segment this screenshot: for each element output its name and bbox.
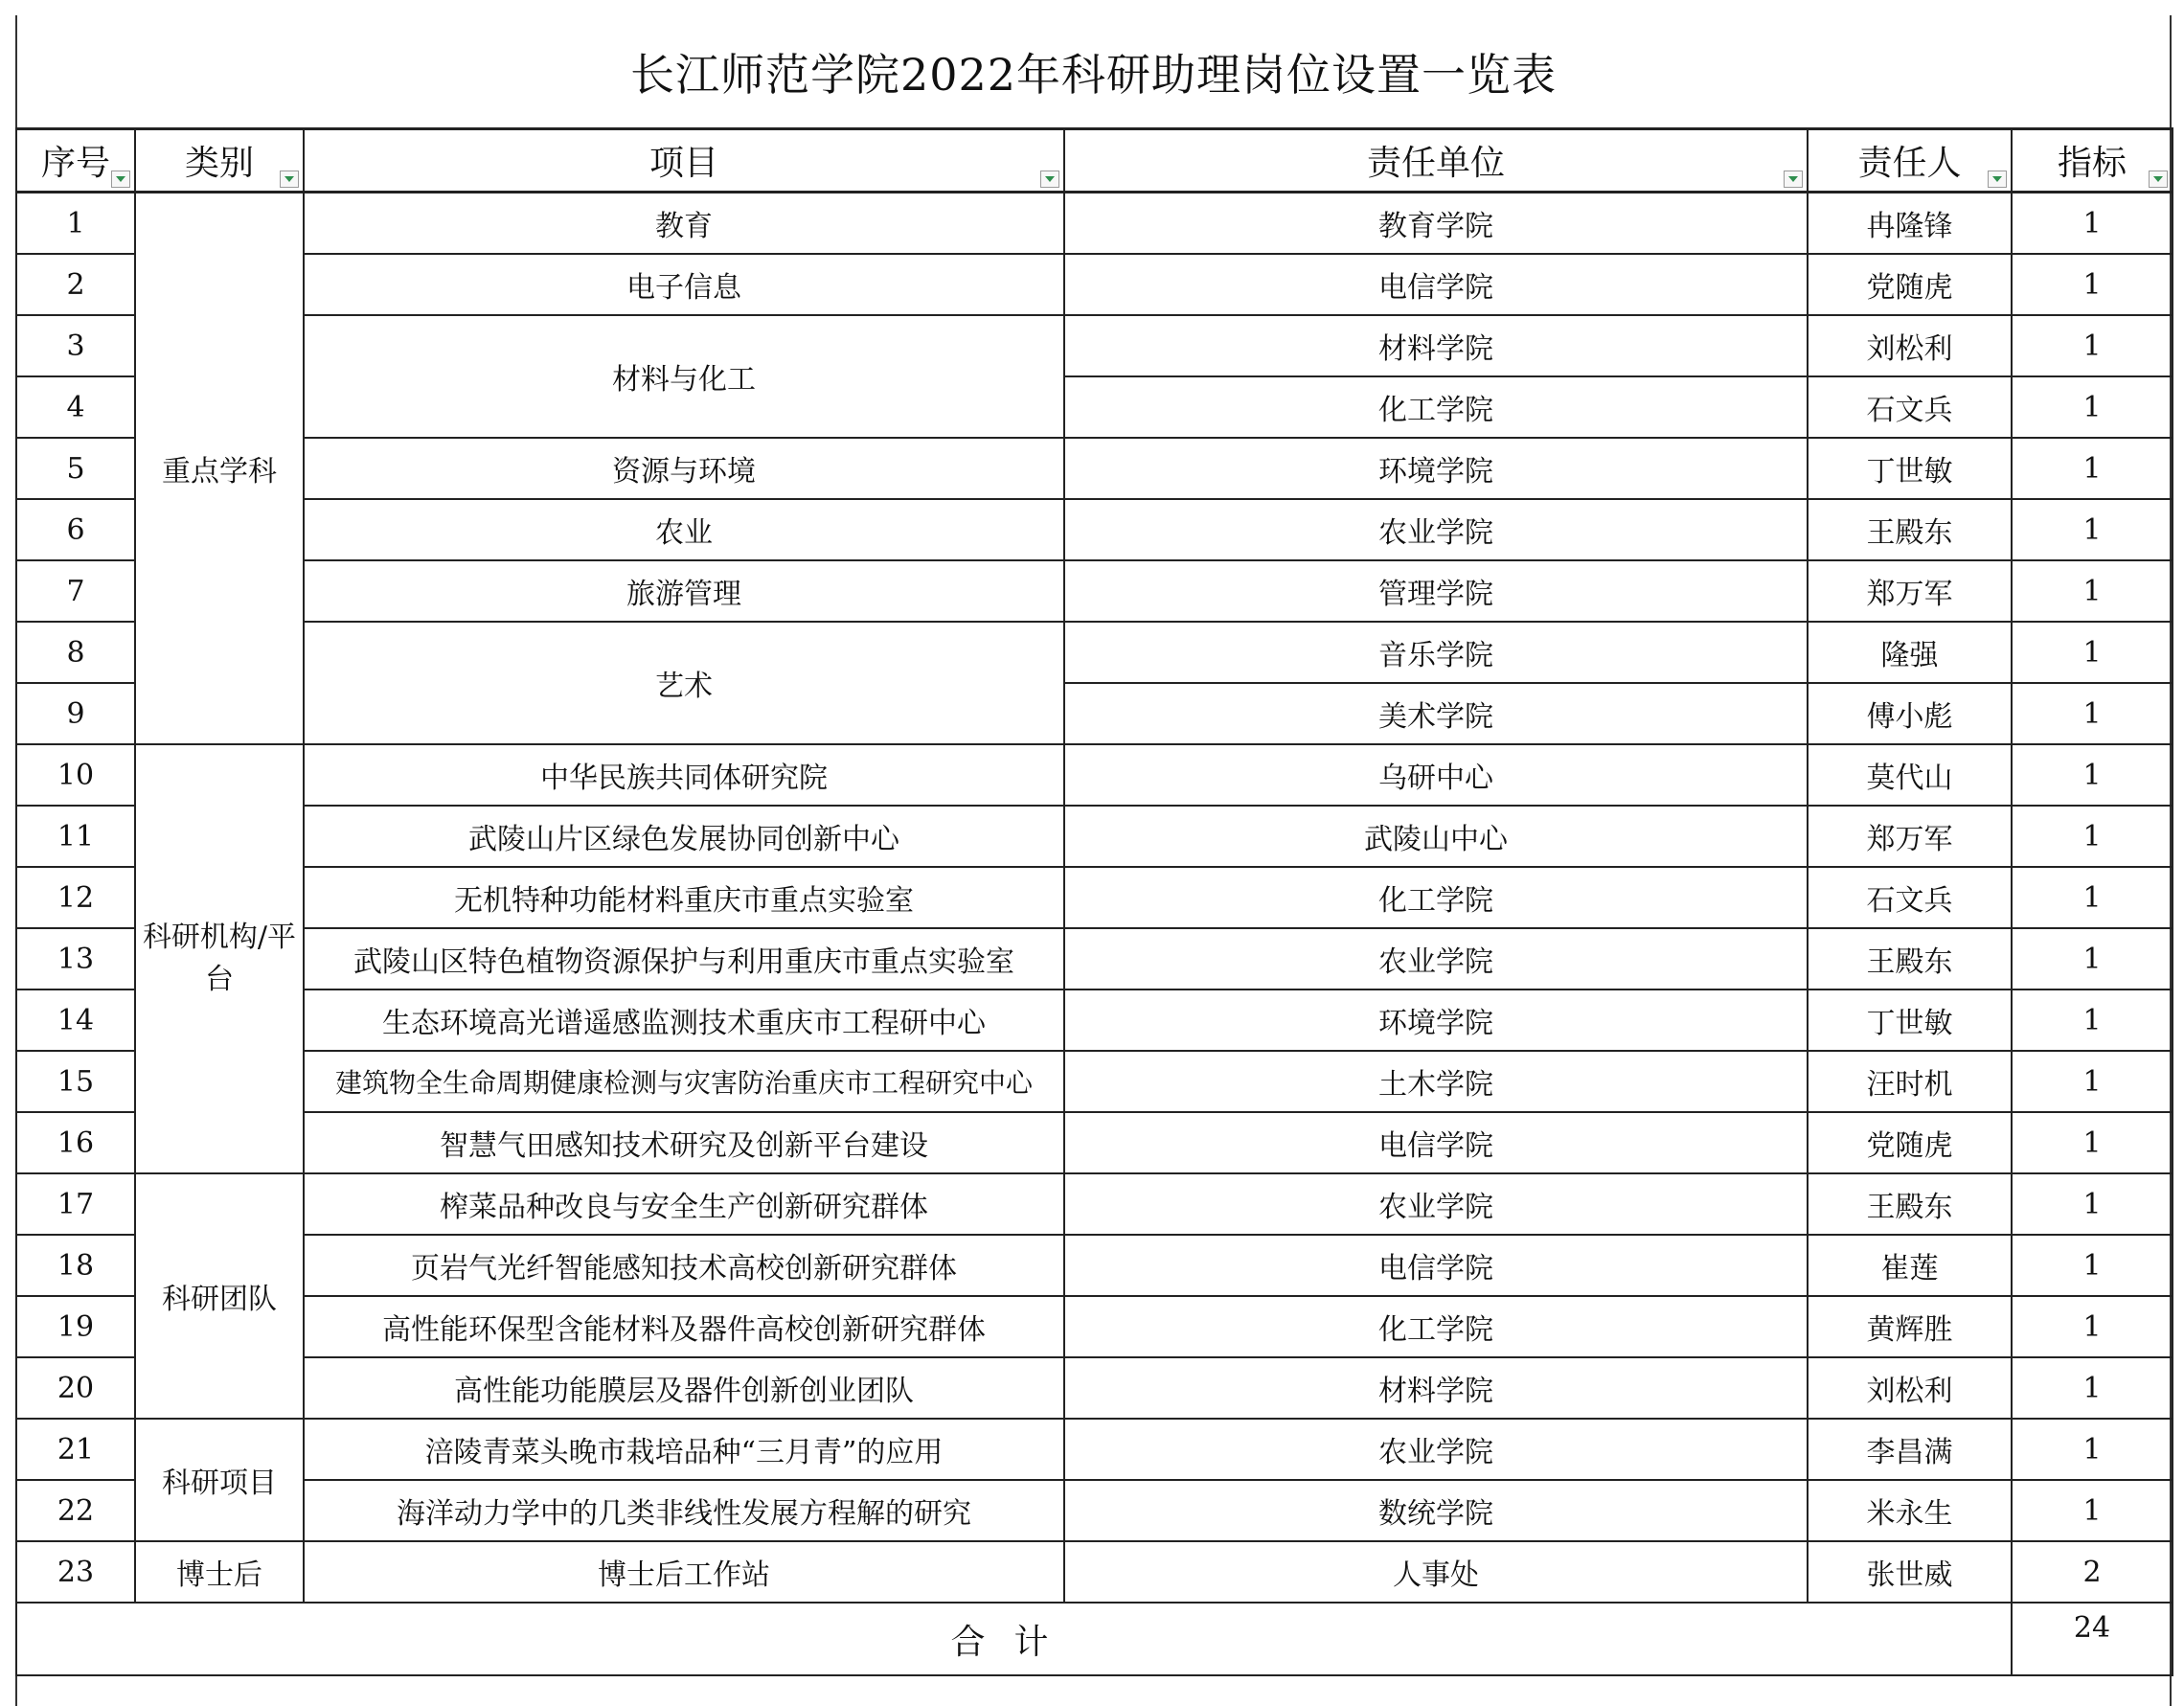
cell-seq[interactable]: 3 — [16, 315, 135, 376]
cell-project[interactable]: 电子信息 — [304, 254, 1064, 315]
cell-project[interactable]: 旅游管理 — [304, 560, 1064, 622]
cell-quota[interactable]: 1 — [2012, 499, 2173, 560]
cell-category[interactable]: 重点学科 — [135, 193, 304, 745]
cell-project[interactable]: 建筑物全生命周期健康检测与灾害防治重庆市工程研究中心 — [304, 1051, 1064, 1112]
filter-dropdown-icon[interactable] — [280, 171, 299, 188]
cell-unit[interactable]: 材料学院 — [1064, 315, 1808, 376]
filter-dropdown-icon[interactable] — [2149, 171, 2168, 188]
table-row — [16, 867, 2173, 928]
column-header-unit: 责任单位 — [1064, 129, 1808, 193]
table-row — [16, 560, 2173, 622]
cell-unit[interactable]: 化工学院 — [1064, 1296, 1808, 1357]
cell-unit[interactable]: 化工学院 — [1064, 376, 1808, 438]
cell-seq[interactable]: 1 — [16, 193, 135, 255]
cell-project[interactable]: 海洋动力学中的几类非线性发展方程解的研究 — [304, 1480, 1064, 1541]
cell-project[interactable]: 博士后工作站 — [304, 1541, 1064, 1603]
cell-seq[interactable]: 13 — [16, 928, 135, 989]
header-row — [16, 129, 2173, 193]
cell-unit[interactable]: 武陵山中心 — [1064, 806, 1808, 867]
table-row — [16, 622, 2173, 683]
cell-project[interactable]: 材料与化工 — [304, 315, 1064, 438]
cell-seq[interactable]: 12 — [16, 867, 135, 928]
cell-unit[interactable]: 教育学院 — [1064, 193, 1808, 255]
table-row — [16, 989, 2173, 1051]
cell-quota[interactable]: 1 — [2012, 1480, 2173, 1541]
cell-unit[interactable]: 材料学院 — [1064, 1357, 1808, 1419]
cell-seq[interactable]: 19 — [16, 1296, 135, 1357]
cell-project[interactable]: 涪陵青菜头晚市栽培品种“三月青”的应用 — [304, 1419, 1064, 1480]
cell-seq[interactable]: 17 — [16, 1173, 135, 1235]
cell-project[interactable]: 教育 — [304, 193, 1064, 255]
column-header-person: 责任人 — [1808, 129, 2012, 193]
cell-project[interactable]: 武陵山片区绿色发展协同创新中心 — [304, 806, 1064, 867]
table-row — [16, 193, 2173, 255]
cell-unit[interactable]: 农业学院 — [1064, 1419, 1808, 1480]
cell-seq[interactable]: 20 — [16, 1357, 135, 1419]
cell-quota[interactable]: 1 — [2012, 744, 2173, 806]
cell-seq[interactable]: 16 — [16, 1112, 135, 1173]
cell-unit[interactable]: 化工学院 — [1064, 867, 1808, 928]
filter-dropdown-icon[interactable] — [111, 171, 130, 188]
cell-unit[interactable]: 环境学院 — [1064, 989, 1808, 1051]
cell-seq[interactable]: 7 — [16, 560, 135, 622]
cell-project[interactable]: 艺术 — [304, 622, 1064, 744]
cell-unit[interactable]: 环境学院 — [1064, 438, 1808, 499]
cell-project[interactable]: 页岩气光纤智能感知技术高校创新研究群体 — [304, 1235, 1064, 1296]
cell-person[interactable]: 石文兵 — [1808, 376, 2012, 438]
table-row — [16, 499, 2173, 560]
cell-project[interactable]: 生态环境高光谱遥感监测技术重庆市工程研中心 — [304, 989, 1064, 1051]
cell-person[interactable]: 张世威 — [1808, 1541, 2012, 1603]
cell-seq[interactable]: 14 — [16, 989, 135, 1051]
cell-seq[interactable]: 2 — [16, 254, 135, 315]
cell-quota[interactable]: 1 — [2012, 1051, 2173, 1112]
cell-person[interactable]: 李昌满 — [1808, 1419, 2012, 1480]
cell-person[interactable]: 石文兵 — [1808, 867, 2012, 928]
cell-person[interactable]: 刘松利 — [1808, 1357, 2012, 1419]
cell-category[interactable]: 科研机构/平台 — [135, 744, 304, 1173]
cell-quota[interactable]: 1 — [2012, 806, 2173, 867]
cell-person[interactable]: 丁世敏 — [1808, 438, 2012, 499]
cell-project[interactable]: 资源与环境 — [304, 438, 1064, 499]
cell-unit[interactable]: 农业学院 — [1064, 928, 1808, 989]
cell-quota[interactable]: 1 — [2012, 1173, 2173, 1235]
cell-person[interactable]: 党随虎 — [1808, 254, 2012, 315]
cell-unit[interactable]: 农业学院 — [1064, 1173, 1808, 1235]
cell-person[interactable]: 王殿东 — [1808, 928, 2012, 989]
total-value[interactable]: 24 — [2012, 1603, 2173, 1675]
cell-seq[interactable]: 5 — [16, 438, 135, 499]
filter-dropdown-icon[interactable] — [1040, 171, 1059, 188]
cell-quota[interactable]: 1 — [2012, 193, 2173, 255]
cell-quota[interactable]: 1 — [2012, 560, 2173, 622]
cell-project[interactable]: 中华民族共同体研究院 — [304, 744, 1064, 806]
table-row — [16, 1357, 2173, 1419]
cell-project[interactable]: 智慧气田感知技术研究及创新平台建设 — [304, 1112, 1064, 1173]
cell-unit[interactable]: 数统学院 — [1064, 1480, 1808, 1541]
table-row — [16, 254, 2173, 315]
cell-quota[interactable]: 1 — [2012, 1235, 2173, 1296]
table-row — [16, 315, 2173, 376]
cell-person[interactable]: 崔莲 — [1808, 1235, 2012, 1296]
data-table — [15, 127, 2173, 1676]
cell-person[interactable]: 莫代山 — [1808, 744, 2012, 806]
cell-category[interactable]: 科研项目 — [135, 1419, 304, 1541]
column-header-quota: 指标 — [2012, 129, 2173, 193]
cell-category[interactable]: 博士后 — [135, 1541, 304, 1603]
filter-dropdown-icon[interactable] — [1784, 171, 1803, 188]
cell-quota[interactable]: 1 — [2012, 1419, 2173, 1480]
table-row — [16, 1419, 2173, 1480]
total-label[interactable]: 合计 — [16, 1603, 2012, 1675]
cell-project[interactable]: 无机特种功能材料重庆市重点实验室 — [304, 867, 1064, 928]
cell-seq[interactable]: 23 — [16, 1541, 135, 1603]
cell-person[interactable]: 汪时机 — [1808, 1051, 2012, 1112]
cell-unit[interactable]: 电信学院 — [1064, 1112, 1808, 1173]
cell-person[interactable]: 郑万军 — [1808, 560, 2012, 622]
cell-person[interactable]: 米永生 — [1808, 1480, 2012, 1541]
cell-person[interactable]: 黄辉胜 — [1808, 1296, 2012, 1357]
cell-unit[interactable]: 乌研中心 — [1064, 744, 1808, 806]
page-title: 长江师范学院2022年科研助理岗位设置一览表 — [629, 48, 1558, 101]
cell-quota[interactable]: 1 — [2012, 867, 2173, 928]
total-row — [16, 1603, 2173, 1675]
cell-quota[interactable]: 1 — [2012, 1357, 2173, 1419]
cell-quota[interactable]: 1 — [2012, 683, 2173, 744]
cell-person[interactable]: 党随虎 — [1808, 1112, 2012, 1173]
cell-quota[interactable]: 1 — [2012, 315, 2173, 376]
table-row — [16, 1051, 2173, 1112]
cell-quota[interactable]: 1 — [2012, 1296, 2173, 1357]
spreadsheet — [15, 15, 2172, 1706]
cell-seq[interactable]: 10 — [16, 744, 135, 806]
cell-project[interactable]: 农业 — [304, 499, 1064, 560]
cell-unit[interactable]: 电信学院 — [1064, 1235, 1808, 1296]
cell-unit[interactable]: 管理学院 — [1064, 560, 1808, 622]
cell-person[interactable]: 冉隆锋 — [1808, 193, 2012, 255]
cell-person[interactable]: 傅小彪 — [1808, 683, 2012, 744]
table-row — [16, 1480, 2173, 1541]
cell-unit[interactable]: 农业学院 — [1064, 499, 1808, 560]
cell-project[interactable]: 榨菜品种改良与安全生产创新研究群体 — [304, 1173, 1064, 1235]
table-row — [16, 1173, 2173, 1235]
table-row — [16, 1541, 2173, 1603]
cell-seq[interactable]: 4 — [16, 376, 135, 438]
column-header-category: 类别 — [135, 129, 304, 193]
cell-unit[interactable]: 土木学院 — [1064, 1051, 1808, 1112]
cell-quota[interactable]: 1 — [2012, 254, 2173, 315]
cell-seq[interactable]: 15 — [16, 1051, 135, 1112]
table-row — [16, 806, 2173, 867]
cell-seq[interactable]: 22 — [16, 1480, 135, 1541]
cell-seq[interactable]: 21 — [16, 1419, 135, 1480]
cell-quota[interactable]: 2 — [2012, 1541, 2173, 1603]
table-row — [16, 438, 2173, 499]
column-header-seq: 序号 — [16, 129, 135, 193]
cell-person[interactable]: 郑万军 — [1808, 806, 2012, 867]
table-row — [16, 744, 2173, 806]
cell-unit[interactable]: 音乐学院 — [1064, 622, 1808, 683]
cell-quota[interactable]: 1 — [2012, 989, 2173, 1051]
cell-quota[interactable]: 1 — [2012, 376, 2173, 438]
column-header-project: 项目 — [304, 129, 1064, 193]
cell-project[interactable]: 高性能功能膜层及器件创新创业团队 — [304, 1357, 1064, 1419]
cell-quota[interactable]: 1 — [2012, 1112, 2173, 1173]
table-row — [16, 928, 2173, 989]
cell-person[interactable]: 王殿东 — [1808, 1173, 2012, 1235]
table-row — [16, 1112, 2173, 1173]
table-row — [16, 1296, 2173, 1357]
cell-seq[interactable]: 9 — [16, 683, 135, 744]
cell-person[interactable]: 王殿东 — [1808, 499, 2012, 560]
cell-person[interactable]: 丁世敏 — [1808, 989, 2012, 1051]
cell-project[interactable]: 高性能环保型含能材料及器件高校创新研究群体 — [304, 1296, 1064, 1357]
cell-quota[interactable]: 1 — [2012, 928, 2173, 989]
table-row — [16, 1235, 2173, 1296]
cell-person[interactable]: 隆强 — [1808, 622, 2012, 683]
cell-quota[interactable]: 1 — [2012, 438, 2173, 499]
cell-unit[interactable]: 人事处 — [1064, 1541, 1808, 1603]
cell-seq[interactable]: 6 — [16, 499, 135, 560]
cell-unit[interactable]: 电信学院 — [1064, 254, 1808, 315]
cell-quota[interactable]: 1 — [2012, 622, 2173, 683]
cell-seq[interactable]: 18 — [16, 1235, 135, 1296]
cell-seq[interactable]: 8 — [16, 622, 135, 683]
filter-dropdown-icon[interactable] — [1988, 171, 2007, 188]
cell-seq[interactable]: 11 — [16, 806, 135, 867]
cell-project[interactable]: 武陵山区特色植物资源保护与利用重庆市重点实验室 — [304, 928, 1064, 989]
cell-category[interactable]: 科研团队 — [135, 1173, 304, 1419]
cell-unit[interactable]: 美术学院 — [1064, 683, 1808, 744]
cell-person[interactable]: 刘松利 — [1808, 315, 2012, 376]
